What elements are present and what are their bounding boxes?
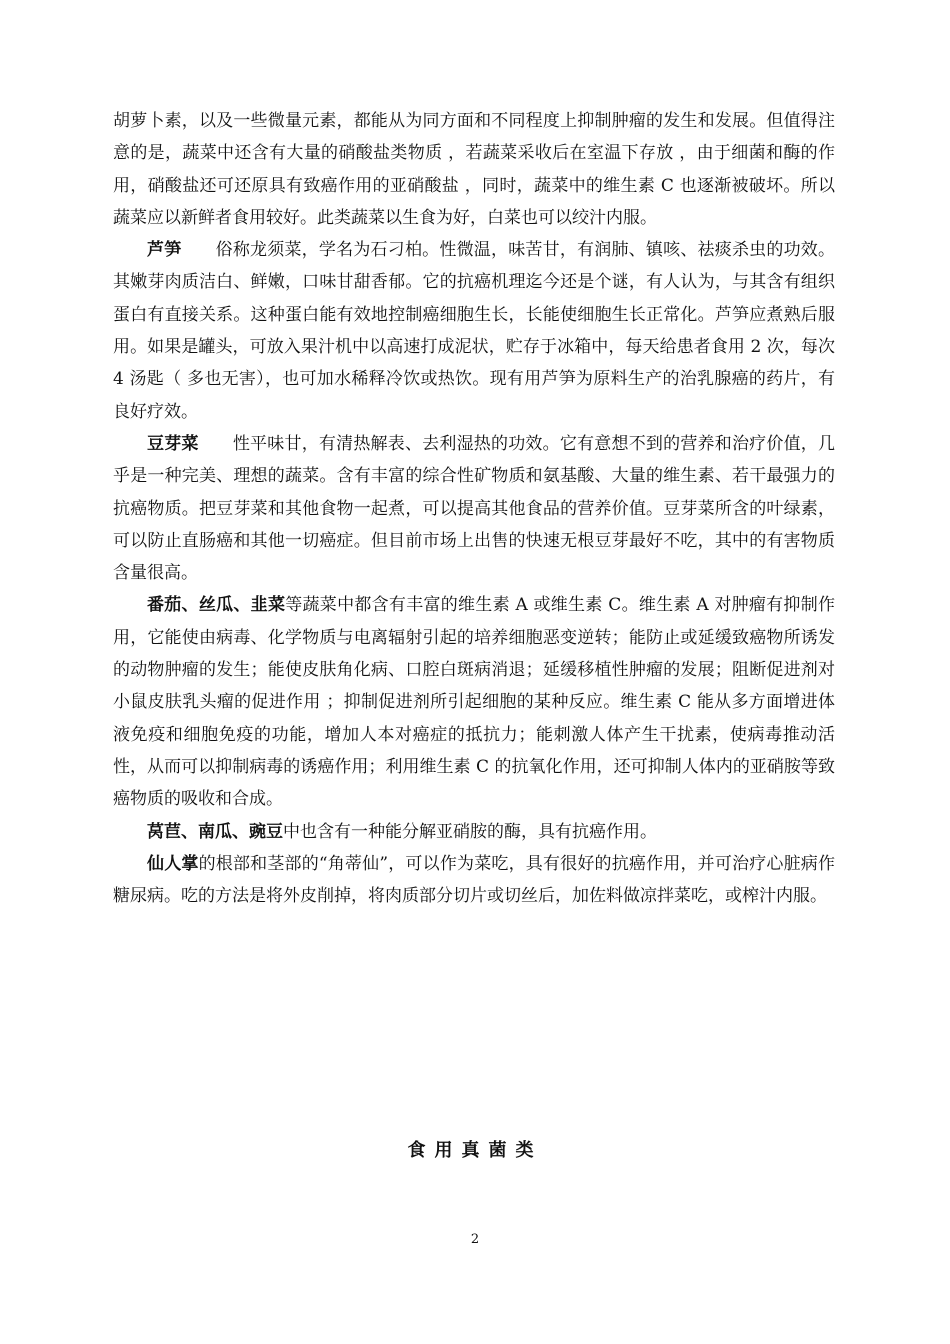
term-tomato-luffa-chives: 番茄、丝瓜、韭菜 [147,595,286,616]
paragraph-cactus [113,848,835,913]
paragraph-lettuce-pumpkin-pea [113,816,835,848]
paragraph-text: 胡萝卜素，以及一些微量元素，都能从为同方面和不同程度上抑制肿瘤的发生和发展。但值得注意的是，蔬菜中还含有大量的硝酸盐类物质 ，若蔬菜采收后在室温下存放 ，由于细菌和酶的作用，硝酸盐还可还原具有致癌作用的亚硝酸盐 ，同时，蔬菜中的维生素 C 也逐渐被破坏。所以蔬菜应以新鲜者食用较好。此类蔬菜以生食为好，白菜也可以绞汁内服。 [113,111,835,228]
paragraph-text: 俗称龙须菜，学名为石刁柏。性微温，味苦甘，有润肺、镇咳、祛痰杀虫的功效。其嫩芽肉质洁白、鲜嫩，口味甘甜香郁。它的抗癌机理迄今还是个谜，有人认为，与其含有组织蛋白有直接关系。这种蛋白能有效地控制癌细胞生长，长能使细胞生长正常化。芦笋应煮熟后服用。如果是罐头，可放入果汁机中以高速打成泥状，贮存于冰箱中，每天给患者食用 2 次，每次 4 汤匙（ 多也无害），也可加水稀释冷饮或热饮。现有用芦笋为原料生产的治乳腺癌的药片，有良好疗效。 [113,240,835,422]
paragraph-tomato-luffa-chives [113,589,835,815]
paragraph-asparagus [113,234,835,428]
paragraph-text: 性平味甘，有清热解表、去利湿热的功效。它有意想不到的营养和治疗价值，几乎是一种完美、理想的蔬菜。含有丰富的综合性矿物质和氨基酸、大量的维生素、若干最强力的抗癌物质。把豆芽菜和其他食物一起煮，可以提高其他食品的营养价值。豆芽菜所含的叶绿素，可以防止直肠癌和其他一切癌症。但目前市场上出售的快速无根豆芽最好不吃，其中的有害物质含量很高。 [113,433,836,584]
term-lettuce-pumpkin-pea: 莴苣、南瓜、豌豆 [147,821,283,842]
paragraph-text: 等蔬菜中都含有丰富的维生素 A 或维生素 C。维生素 A 对肿瘤有抑制作用，它能使由病毒、化学物质与电离辐射引起的培养细胞恶变逆转；能防止或延缓致癌物所诱发的动物肿瘤的发生；能使皮肤角化病、口腔白斑病消退；延缓移植性肿瘤的发展；阻断促进剂对小鼠皮肤乳头瘤的促进作用 ；抑制促进剂所引起细胞的某种反应。维生素 C 能从多方面增进体液免疫和细胞免疫的功能，增加人本对癌症的抵抗力；能刺激人体产生干扰素，使病毒推动活性，从而可以抑制病毒的诱癌作用；利用维生素 C 的抗氧化作用，还可抑制人体内的亚硝胺等致癌物质的吸收和合成。 [113,595,835,810]
paragraph-text: 的根部和茎部的“角蒂仙”，可以作为菜吃，具有很好的抗癌作用，并可治疗心脏病作糖尿病。吃的方法是将外皮削掉，将肉质部分切片或切丝后，加佐料做凉拌菜吃，或榨汁内服。 [113,853,835,907]
paragraph-text: 中也含有一种能分解亚硝胺的酶，具有抗癌作用。 [283,821,657,842]
page-number: 2 [470,1232,480,1247]
term-cactus: 仙人掌 [147,853,199,874]
section-heading: 食用真菌类 [407,1140,543,1161]
term-asparagus: 芦笋 [147,240,182,261]
paragraph-continuation [113,105,835,234]
term-bean-sprouts: 豆芽菜 [147,433,199,454]
document-body [113,105,835,912]
paragraph-bean-sprouts [113,428,835,589]
